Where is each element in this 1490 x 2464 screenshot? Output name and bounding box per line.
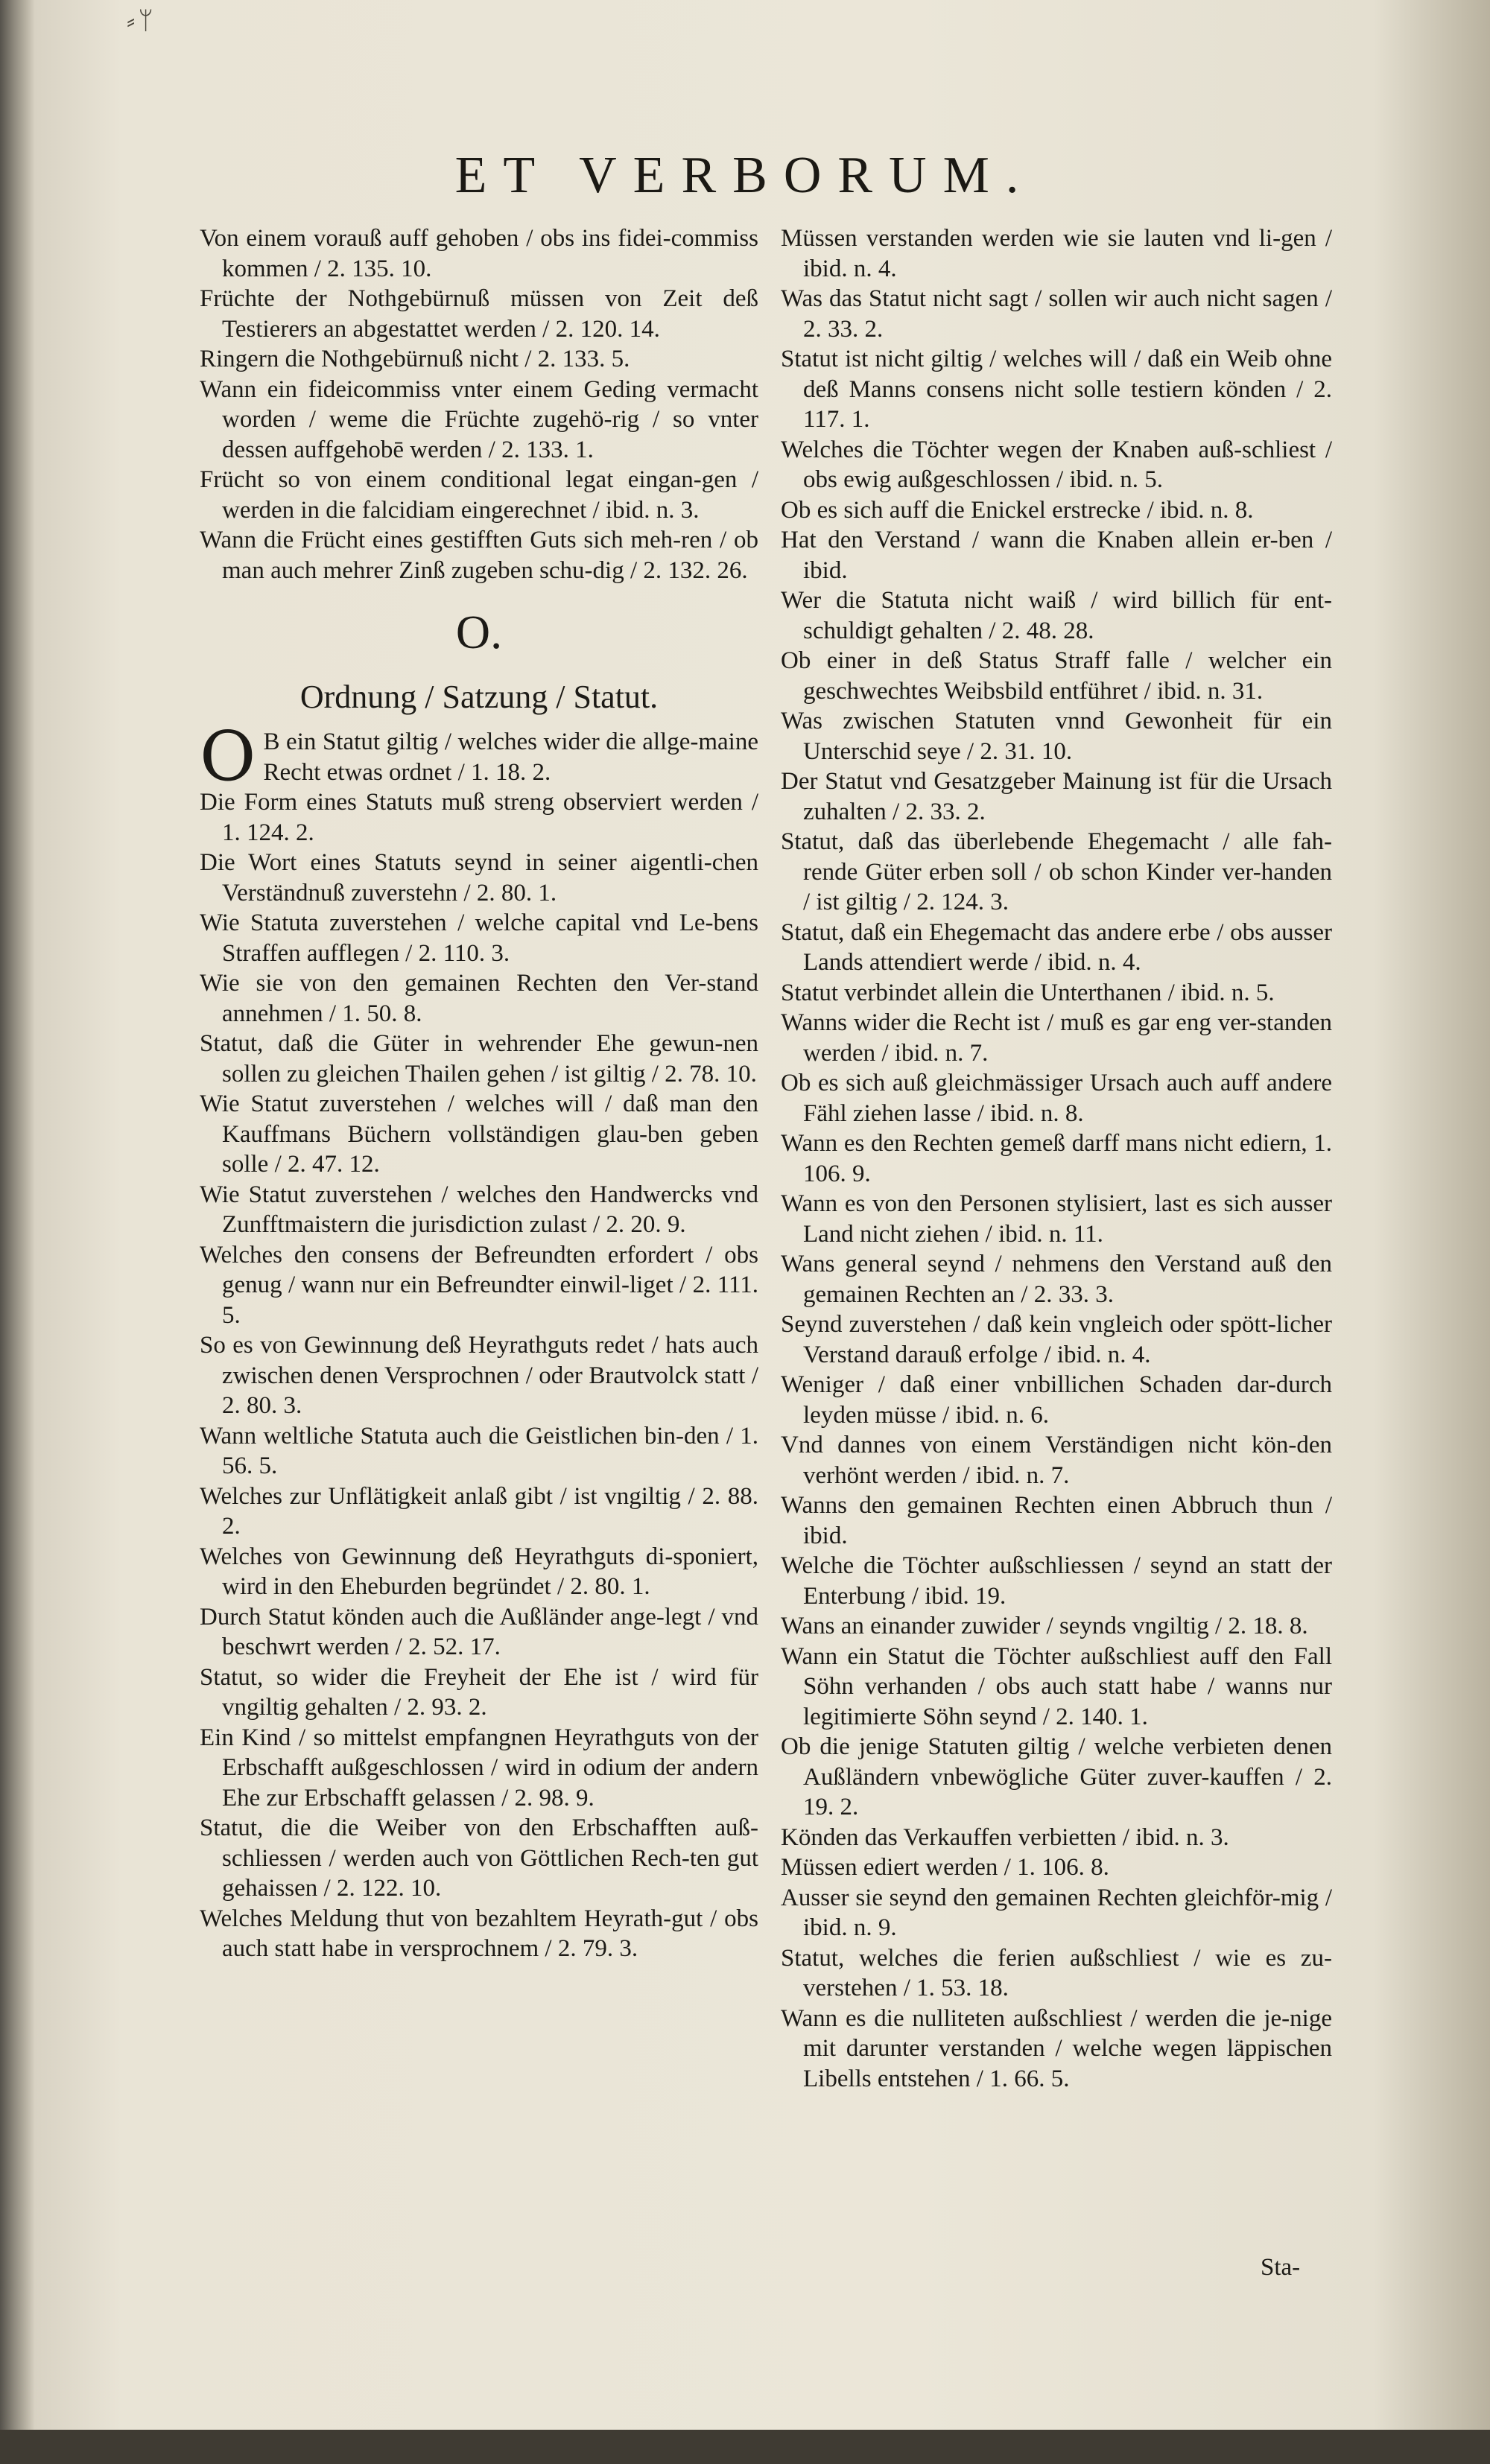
- index-entry: Welches Meldung thut von bezahltem Heyrath-gut / obs auch statt habe in versprochnem / 2. 79. 3.: [200, 1905, 758, 1962]
- left-column: [200, 223, 758, 1964]
- index-entry: Statut, die die Weiber von den Erbschafften auß-schliessen / werden auch von Göttlichen Rech-ten gut gehaissen / 2. 122. 10.: [200, 1814, 758, 1902]
- index-entry: Was zwischen Statuten vnnd Gewonheit für ein Unterschid seye / 2. 31. 10.: [781, 708, 1332, 765]
- right-entries: [781, 223, 1332, 2094]
- index-entry: Ausser sie seynd den gemainen Rechten gleichför-mig / ibid. n. 9.: [781, 1884, 1332, 1941]
- index-entry: Statut, so wider die Freyheit der Ehe ist / wird für vngiltig gehalten / 2. 93. 2.: [200, 1663, 758, 1721]
- index-entry: Müssen ediert werden / 1. 106. 8.: [781, 1854, 1109, 1881]
- index-entry: Was das Statut nicht sagt / sollen wir auch nicht sagen / 2. 33. 2.: [781, 285, 1332, 343]
- index-entry: Wann ein Statut die Töchter außschliest auff den Fall Söhn verhanden / obs auch statt habe / wanns nur legitimierte Söhn seynd / 2. 140. 1.: [781, 1642, 1332, 1730]
- index-entry: Wann weltliche Statuta auch die Geistlichen bin-den / 1. 56. 5.: [200, 1422, 758, 1479]
- section-title: Ordnung / Satzung / Statut.: [299, 679, 659, 715]
- index-entry: Durch Statut könden auch die Außländer ange-legt / vnd beschwrt werden / 2. 52. 17.: [200, 1603, 758, 1660]
- catchword: Sta-: [1261, 2254, 1301, 2281]
- first-entry-text: B ein Statut giltig / welches wider die allge-maine Recht etwas ordnet / 1. 18. 2.: [263, 728, 758, 786]
- index-entry: Statut ist nicht giltig / welches will / daß ein Weib ohne deß Manns consens nicht solle testiern könden / 2. 117. 1.: [781, 346, 1332, 433]
- index-entry: Wie Statuta zuverstehen / welche capital vnd Le-bens Straffen aufflegen / 2. 110. 3.: [200, 909, 758, 967]
- index-entry: Die Wort eines Statuts seynd in seiner aigentli-chen Verständnuß zuverstehn / 2. 80. 1.: [200, 849, 758, 906]
- index-entry: Welches zur Unflätigkeit anlaß gibt / ist vngiltig / 2. 88. 2.: [200, 1482, 758, 1540]
- book-binding-edge: [0, 0, 34, 2464]
- index-entry: Ob die jenige Statuten giltig / welche verbieten denen Außländern vnbewögliche Güter zuver-kauffen / 2. 19. 2.: [781, 1733, 1332, 1820]
- index-entry: Hat den Verstand / wann die Knaben allein er-ben / ibid.: [781, 527, 1332, 584]
- index-entry: Wans general seynd / nehmens den Verstand auß den gemainen Rechten an / 2. 33. 3.: [781, 1251, 1332, 1308]
- right-column: [781, 223, 1332, 2094]
- index-entry: Wie sie von den gemainen Rechten den Ver-stand annehmen / 1. 50. 8.: [200, 970, 758, 1027]
- index-entry: Früchte der Nothgebürnuß müssen von Zeit deß Testierers an abgestattet werden / 2. 120. 14.: [200, 285, 758, 343]
- index-entry: Wann die Frücht eines gestifften Guts sich meh-ren / ob man auch mehrer Zinß zugeben schu-dig / 2. 132. 26.: [200, 527, 758, 584]
- index-entry: Wanns wider die Recht ist / muß es gar eng ver-standen werden / ibid. n. 7.: [781, 1009, 1332, 1067]
- index-entry: Ob es sich auff die Enickel erstrecke / ibid. n. 8.: [781, 496, 1254, 524]
- index-entry: Müssen verstanden werden wie sie lauten vnd li-gen / ibid. n. 4.: [781, 225, 1332, 282]
- index-entry: Wann ein fideicommiss vnter einem Geding vermacht worden / weme die Früchte zugehö-rig / so vnter dessen auffgehobē werden / 2. 133. 1.: [200, 375, 758, 463]
- index-entry: Vnd dannes von einem Verständigen nicht kön-den verhönt werden / ibid. n. 7.: [781, 1432, 1332, 1489]
- index-entry: Wie Statut zuverstehen / welches will / daß man den Kauffmans Büchern vollständigen glau-ben geben solle / 2. 47. 12.: [200, 1090, 758, 1178]
- index-entry: So es von Gewinnung deß Heyrathguts redet / hats auch zwischen denen Versprochnen / oder Brautvolck statt / 2. 80. 3.: [200, 1332, 758, 1419]
- index-entry: Wann es den Rechten gemeß darff mans nicht ediern, 1. 106. 9.: [781, 1130, 1332, 1187]
- index-entry: Frücht so von einem conditional legat eingan-gen / werden in die falcidiam eingerechnet / ibid. n. 3.: [200, 466, 758, 524]
- section-letter: O.: [455, 606, 503, 658]
- index-entry: Wans an einander zuwider / seynds vngiltig / 2. 18. 8.: [781, 1613, 1308, 1639]
- index-entry: Seynd zuverstehen / daß kein vngleich oder spött-licher Verstand darauß erfolge / ibid. n. 4.: [781, 1311, 1332, 1368]
- index-entry: Wer die Statuta nicht waiß / wird billich für ent-schuldigt gehalten / 2. 48. 28.: [781, 587, 1332, 644]
- index-entry: Statut, daß das überlebende Ehegemacht / alle fah-rende Güter erben soll / ob schon Kinder ver-handen / ist giltig / 2. 124. 3.: [781, 828, 1332, 915]
- index-entry-first: [200, 717, 758, 796]
- index-entry: Wanns den gemainen Rechten einen Abbruch thun / ibid.: [781, 1492, 1332, 1549]
- index-entry: Ein Kind / so mittelst empfangnen Heyrathguts von der Erbschafft außgeschlossen / wird in odium der andern Ehe zur Erbschafft gelassen / 2. 98. 9.: [200, 1724, 758, 1812]
- index-entry: Welches von Gewinnung deß Heyrathguts di-sponiert, wird in den Eheburden begründet / 2. 80. 1.: [200, 1543, 758, 1600]
- left-top-entries: [200, 223, 758, 585]
- corner-mark: ⸗ᛘ: [127, 6, 156, 36]
- index-entry: Statut, welches die ferien außschliest / wie es zu-verstehen / 1. 53. 18.: [781, 1944, 1332, 2001]
- index-entry: Statut, daß ein Ehegemacht das andere erbe / obs ausser Lands attendiert werde / ibid. n. 4.: [781, 918, 1332, 976]
- index-entry: Von einem vorauß auff gehoben / obs ins fidei-commiss kommen / 2. 135. 10.: [200, 225, 758, 282]
- index-entry: Die Form eines Statuts muß streng observiert werden / 1. 124. 2.: [200, 789, 758, 846]
- left-entries: [200, 787, 758, 1964]
- index-entry: Statut, daß die Güter in wehrender Ehe gewun-nen sollen zu gleichen Thailen gehen / ist giltig / 2. 78. 10.: [200, 1030, 758, 1087]
- index-entry: Welches die Töchter wegen der Knaben auß-schliest / obs ewig außgeschlossen / ibid. n. 5.: [781, 436, 1332, 493]
- index-entry: Ob es sich auß gleichmässiger Ursach auch auff andere Fähl ziehen lasse / ibid. n. 8.: [781, 1070, 1332, 1127]
- running-head: ET VERBORUM.: [454, 147, 1036, 204]
- index-entry: Könden das Verkauffen verbietten / ibid. n. 3.: [781, 1823, 1229, 1851]
- index-entry: Wie Statut zuverstehen / welches den Handwercks vnd Zunfftmaistern die jurisdiction zulast / 2. 20. 9.: [200, 1181, 758, 1238]
- scan-bottom-edge: [0, 2430, 1490, 2464]
- index-entry: Ringern die Nothgebürnuß nicht / 2. 133. 5.: [200, 346, 630, 372]
- index-entry: Wann es von den Personen stylisiert, last es sich ausser Land nicht ziehen / ibid. n. 11.: [781, 1190, 1332, 1248]
- index-entry: Statut verbindet allein die Unterthanen / ibid. n. 5.: [781, 979, 1275, 1006]
- index-entry: Wann es die nulliteten außschliest / werden die je-nige mit darunter verstanden / welche wegen läppischen Libells entstehen / 1. 66. 5.: [781, 2004, 1332, 2092]
- index-entry: Welches den consens der Befreundten erfordert / obs genug / wann nur ein Befreundter einwil-liget / 2. 111. 5.: [200, 1241, 758, 1329]
- index-entry: Weniger / daß einer vnbillichen Schaden dar-durch leyden müsse / ibid. n. 6.: [781, 1371, 1332, 1429]
- drop-cap: O: [200, 717, 256, 796]
- index-entry: Ob einer in deß Status Straff falle / welcher ein geschwechtes Weibsbild entführet / ibid. n. 31.: [781, 647, 1332, 705]
- index-entry: Der Statut vnd Gesatzgeber Mainung ist für die Ursach zuhalten / 2. 33. 2.: [781, 768, 1332, 825]
- index-entry: Welche die Töchter außschliessen / seynd an statt der Enterbung / ibid. 19.: [781, 1552, 1332, 1610]
